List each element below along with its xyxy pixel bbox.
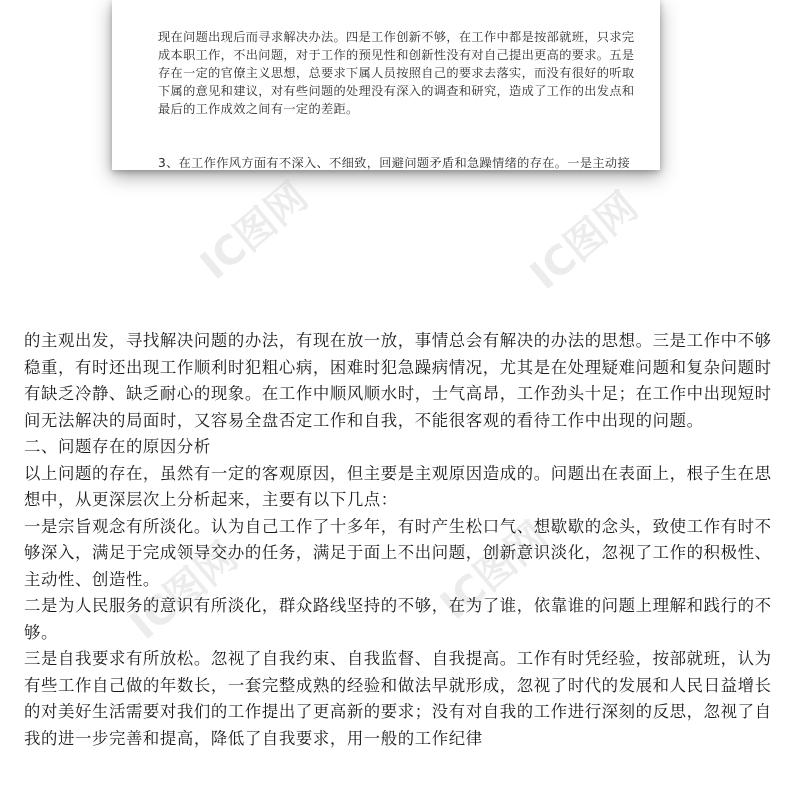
watermark-logo: IC图网	[432, 513, 557, 629]
preview-text	[158, 0, 642, 170]
preview-paragraph: 现在问题出现后而寻求解决办法。四是工作创新不够，在工作中都是按部就班，只求完成本职工作，不出问题，对于工作的预见性和创新性没有对自己提出更高的要求。五是存在一定的官僚主义思想，总要求下属人员按照自己的要求去落实，而没有很好的听取下属的意见和建议，对有些问题的处理没有深入的调查和研究，造成了工作的出发点和最后的工作成效之间有一定的差距。	[158, 30, 635, 116]
watermark-logo: IC图网	[122, 533, 247, 649]
section-heading: 二、问题存在的原因分析	[24, 437, 211, 456]
preview-paragraph: 3、在工作作风方面有不深入、不细致，回避问题矛盾和急躁情绪的存在。一是主动接	[158, 156, 630, 170]
document-body	[24, 328, 778, 752]
watermark-logo: IC图网	[522, 183, 647, 299]
body-paragraph: 二是为人民服务的意识有所淡化，群众路线坚持的不够，在为了谁，依靠谁的问题上理解和践行的不够。	[24, 596, 772, 642]
body-paragraph: 一是宗旨观念有所淡化。认为自己工作了十多年，有时产生松口气、想歇歇的念头，致使工作有时不够深入，满足于完成领导交办的任务，满足于面上不出问题，创新意识淡化，忽视了工作的积极性、主动性、创造性。	[24, 516, 772, 589]
watermark-logo: IC图网	[192, 173, 317, 289]
body-paragraph: 三是自我要求有所放松。忽视了自我约束、自我监督、自我提高。工作有时凭经验，按部就班，认为有些工作自己做的年数长，一套完整成熟的经验和做法早就形成，忽视了时代的发展和人民日益增长的对美好生活需要对我们的工作提出了更高新的要求；没有对自我的工作进行深刻的反思，忽视了自我的进一步完善和提高，降低了自我要求，用一般的工作纪律	[24, 649, 772, 748]
body-paragraph: 的主观出发，寻找解决问题的办法，有现在放一放，事情总会有解决的办法的思想。三是工作中不够稳重，有时还出现工作顺利时犯粗心病，困难时犯急躁病情况，尤其是在处理疑难问题和复杂问题时有缺乏冷静、缺乏耐心的现象。在工作中顺风顺水时，士气高昂，工作劲头十足；在工作中出现短时间无法解决的局面时，又容易全盘否定工作和自我，不能很客观的看待工作中出现的问题。	[24, 331, 772, 430]
page-preview-card	[112, 0, 660, 170]
body-paragraph: 以上问题的存在，虽然有一定的客观原因，但主要是主观原因造成的。问题出在表面上，根子生在思想中，从更深层次上分析起来，主要有以下几点：	[24, 463, 772, 509]
